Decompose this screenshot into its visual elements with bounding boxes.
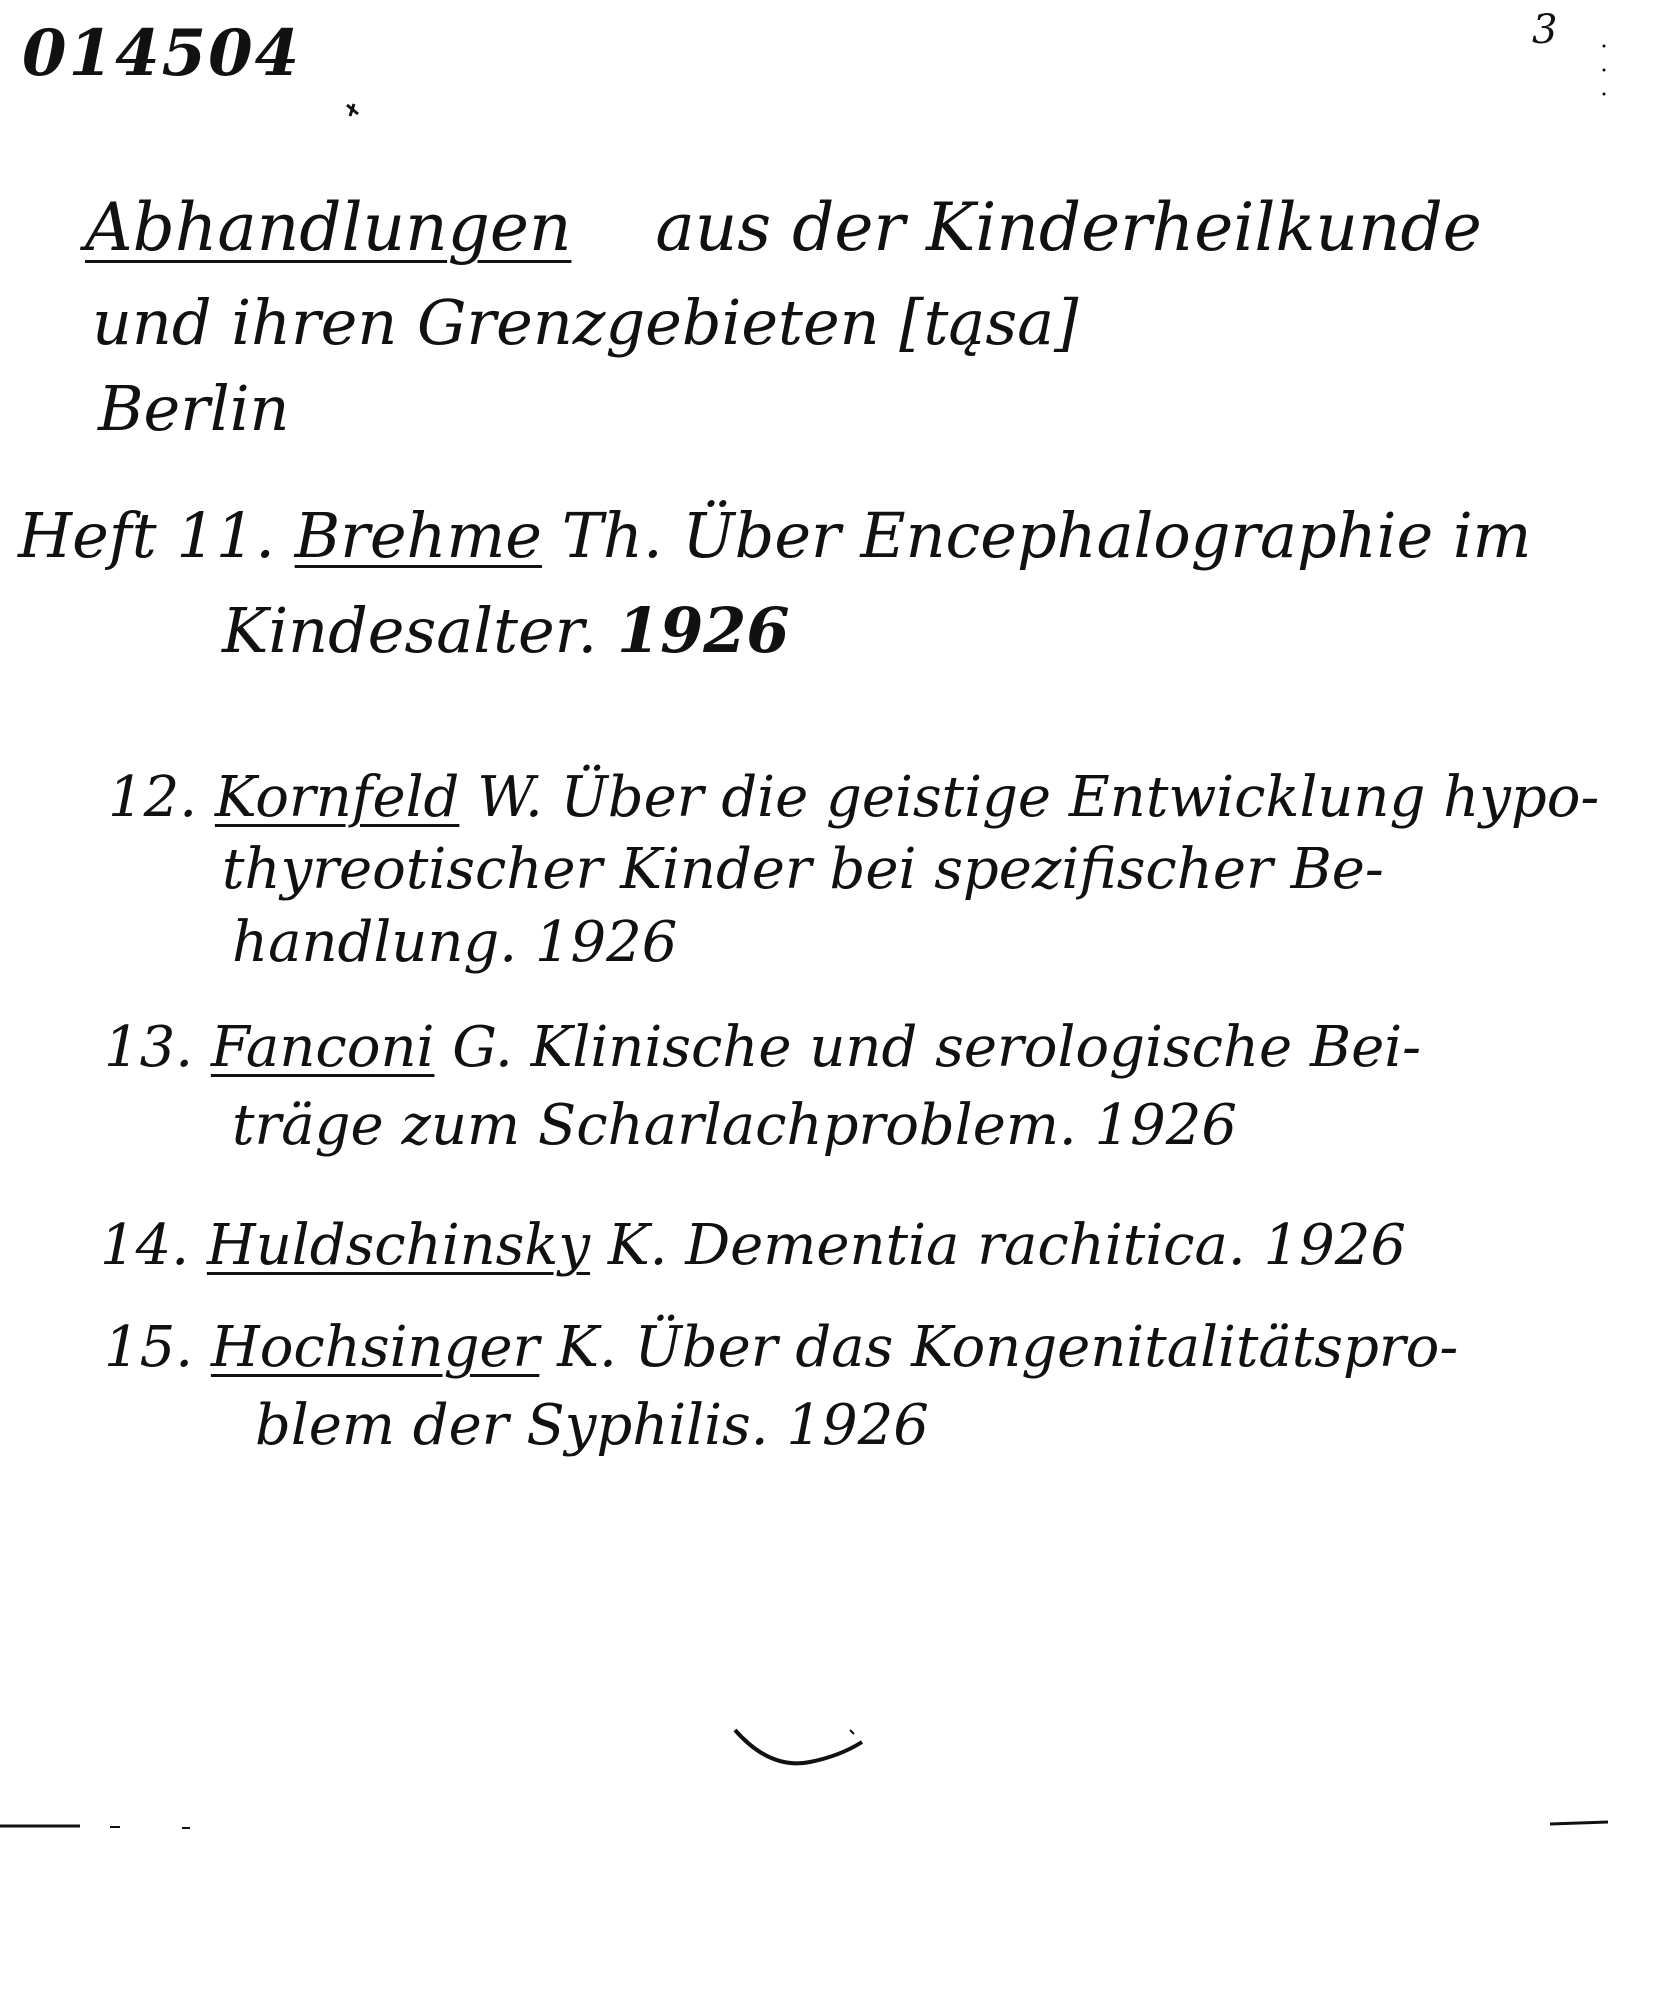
heft-prefix: Heft 11. (18, 499, 275, 572)
heft-title-end: Kindesalter. (222, 594, 598, 667)
entry-title: K. Über das Kongenitalitätspro- (557, 1315, 1459, 1380)
entry-12-line2: thyreotischer Kinder bei spezifischer Be- (222, 837, 1384, 902)
heft-author: Brehme (294, 499, 542, 572)
entry-15-line1 (104, 1315, 1459, 1380)
series-subtitle: und ihren Grenzgebieten [tąsa] (92, 286, 1079, 359)
entry-title: K. Dementia rachitica. 1926 (607, 1213, 1406, 1278)
entry-15-line2: blem der Syphilis. 1926 (255, 1393, 929, 1458)
entry-14-line1 (100, 1213, 1406, 1278)
series-title-rest: aus der Kinderheilkunde (655, 189, 1482, 266)
ink-curve (730, 1720, 870, 1780)
entry-author: Huldschinsky (206, 1213, 590, 1278)
ink-mark (344, 100, 364, 120)
entry-author: Kornfeld (214, 765, 460, 830)
heft-entry-line1 (18, 499, 1532, 572)
entry-number: 13. (104, 1015, 194, 1080)
entry-author: Hochsinger (210, 1315, 540, 1380)
series-title: Abhandlungen (85, 189, 572, 266)
entry-number: 14. (100, 1213, 190, 1278)
entry-author: Fanconi (210, 1015, 435, 1080)
entry-number: 12. (108, 765, 198, 830)
page-number: 3 (1532, 7, 1558, 53)
heft-title-start: Th. Über Encephalographie im (561, 499, 1532, 572)
entry-13-line2: träge zum Scharlachproblem. 1926 (232, 1093, 1238, 1158)
entry-12-line3: handlung. 1926 (232, 910, 678, 975)
bottom-right-mark (1550, 1818, 1653, 1830)
right-edge-marks (1600, 40, 1610, 100)
series-title-line (85, 189, 1482, 266)
series-place: Berlin (98, 372, 290, 445)
entry-12-line1 (108, 765, 1600, 830)
entry-13-line1 (104, 1015, 1422, 1080)
bottom-left-mark (0, 1820, 200, 1832)
card-id-number: 014504 (22, 16, 302, 91)
entry-number: 15. (104, 1315, 194, 1380)
entry-title: W. Über die geistige Entwicklung hypo- (477, 765, 1600, 830)
heft-entry-line2 (222, 594, 790, 667)
entry-title: G. Klinische und serologische Bei- (452, 1015, 1422, 1080)
heft-year: 1926 (616, 594, 790, 667)
